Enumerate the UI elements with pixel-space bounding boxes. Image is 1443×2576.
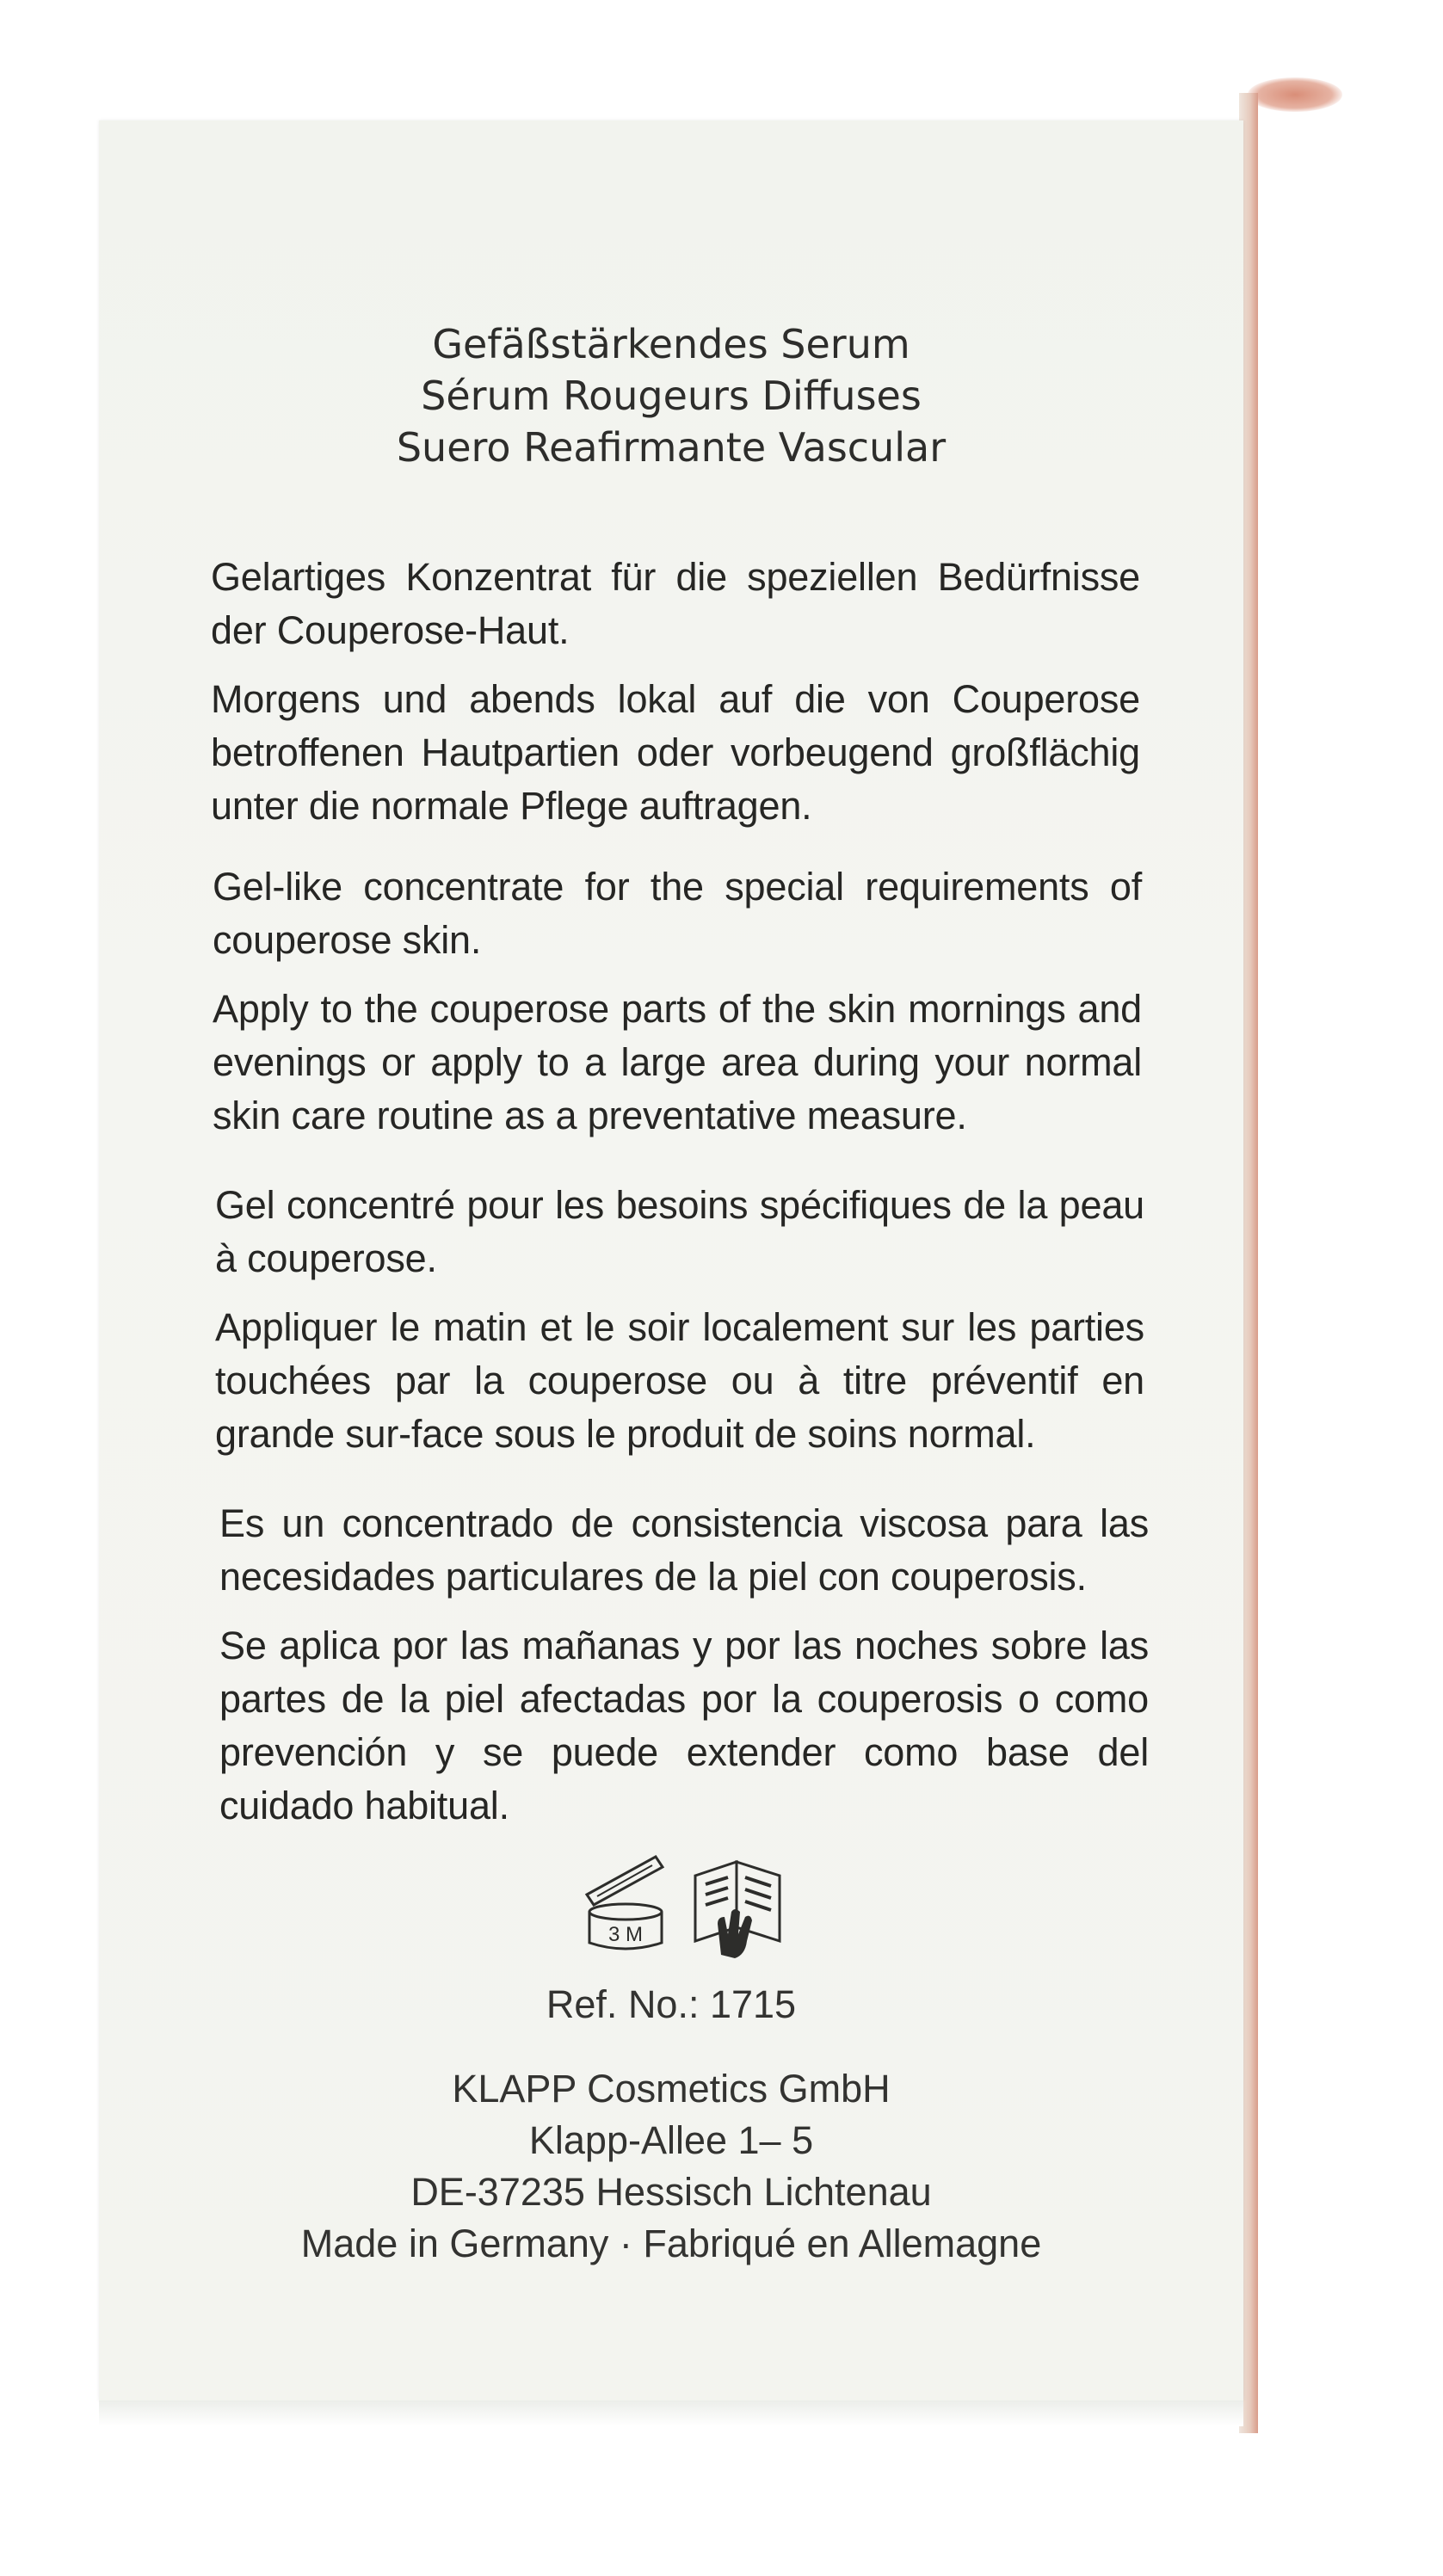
ref-number: Ref. No.: 1715 [546,1982,797,2026]
panel-bottom-shadow [99,2400,1243,2426]
box-side-corner [1248,77,1342,112]
manufacturer-address [99,2063,1243,2270]
description-en: Gel-like concentrate for the special requirements of couperose skin. [213,865,1142,962]
description-de: Gelartiges Konzentrat für die speziellen Bedürfnisse der Couperose-Haut. [211,555,1140,652]
consult-leaflet-icon [687,1841,790,1962]
usage-es: Se aplica por las mañanas y por las noches sobre las partes de la piel afectadas por la couperosis o como prevención y se puede extender como base del cuidado habitual. [219,1624,1149,1827]
text-block-es [219,1497,1149,1833]
product-titles [99,318,1243,473]
usage-fr: Appliquer le matin et le soir localement sur les parties touchées par la couperose ou à titre préventif en grande sur-face sous le produit de soins normal. [215,1305,1144,1456]
street-address: Klapp-Allee 1– 5 [528,2118,814,2162]
usage-de: Morgens und abends lokal auf die von Couperose betroffenen Hautpartien oder vorbeugend großflächig unter die normale Pflege auftragen. [211,677,1140,828]
title-de: Gefäßstärkendes Serum [432,321,910,367]
title-es: Suero Reafirmante Vascular [396,424,947,471]
city-address: DE-37235 Hessisch Lichtenau [410,2170,932,2214]
reference-number [99,1979,1243,2031]
text-block-de [211,551,1140,833]
company-name: KLAPP Cosmetics GmbH [452,2067,891,2111]
pao-label: 3 M [607,1923,644,1946]
text-block-fr [215,1179,1144,1461]
usage-en: Apply to the couperose parts of the skin mornings and evenings or apply to a large area during your normal skin care routine as a preventative measure. [213,987,1142,1137]
text-block-en [213,860,1142,1143]
description-fr: Gel concentré pour les besoins spécifiques de la peau à couperose. [215,1183,1144,1280]
title-fr: Sérum Rougeurs Diffuses [421,373,922,419]
packaging-symbols [577,1841,800,1962]
description-es: Es un concentrado de consistencia viscosa para las necesidades particulares de la piel con couperosis. [219,1501,1149,1599]
made-in: Made in Germany · Fabriqué en Allemagne [300,2222,1042,2265]
